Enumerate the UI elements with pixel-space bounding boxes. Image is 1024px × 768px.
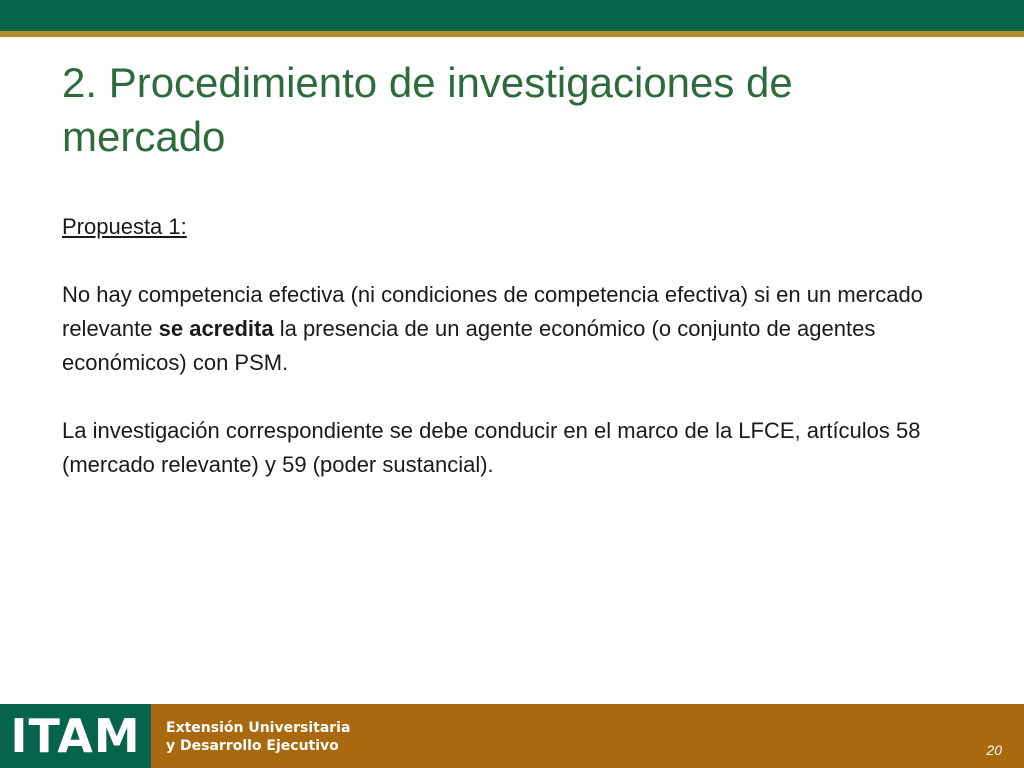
footer-bar [0, 704, 1024, 768]
footer-line-1: Extensión Universitaria [166, 720, 351, 736]
paragraph-2: La investigación correspondiente se debe conducir en el marco de la LFCE, artículos 58 (mercado relevante) y 59 (poder sustancial). [62, 418, 921, 477]
footer-line-2: y Desarrollo Ejecutivo [166, 738, 339, 754]
footer-institution [166, 719, 350, 755]
paragraph-1-text-before: No hay competencia efectiva (ni condiciones de competencia efectiva) si en un mercado relevante [62, 282, 923, 341]
proposal-subheading: Propuesta 1: [62, 214, 187, 239]
header-bar [0, 0, 1024, 31]
title-line-2: mercado [62, 113, 226, 160]
paragraph-1-bold-text: se acredita [158, 316, 274, 341]
paragraph-1-text-after: la presencia de un agente económico (o conjunto de agentes económicos) con PSM. [62, 316, 876, 375]
slide-body [62, 210, 962, 482]
header-stripe [0, 31, 1024, 37]
title-line-1: 2. Procedimiento de investigaciones de [62, 59, 793, 106]
itam-logo: ITAM [10, 709, 141, 763]
paragraph-1 [62, 278, 962, 380]
slide-title [62, 56, 962, 164]
page-number: 20 [986, 742, 1002, 758]
